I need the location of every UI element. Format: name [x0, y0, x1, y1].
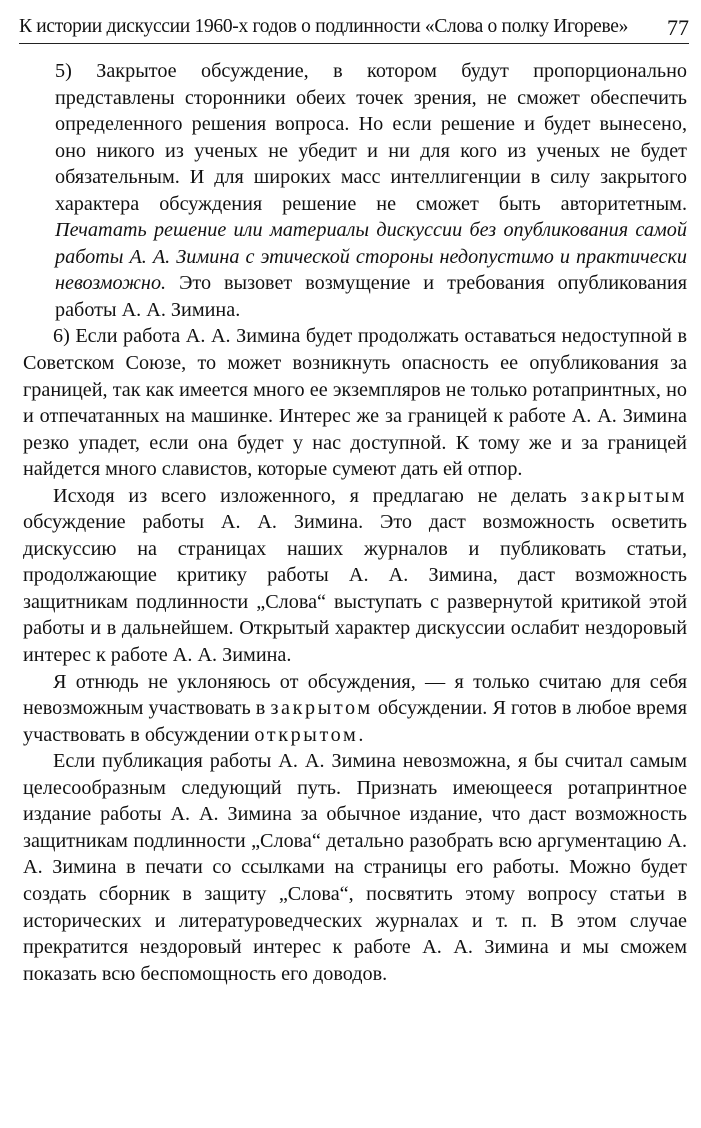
spaced-emphasis: закрытым — [580, 484, 687, 507]
page-number: 77 — [667, 15, 689, 40]
paragraph-position — [23, 669, 687, 749]
paragraph-text: обсуждении. Я готов в любое время участвовать в обсуждении — [23, 697, 688, 746]
italic-emphasis: Печатать решение или материалы дискуссии без опубликования самой работы А. А. Зимина с этической стороны недопустимо и практически невозможно. — [55, 219, 687, 295]
paragraph-text: Я отнюдь не уклоняюсь от обсуждения, — я только считаю для себя невозможным участвовать в — [23, 670, 687, 720]
page-header — [19, 14, 689, 44]
running-title: К истории дискуссии 1960-х годов о подлинности «Слова о полку Игореве» — [19, 16, 629, 37]
spaced-emphasis: закрытом — [270, 697, 373, 720]
body-text — [23, 58, 687, 987]
paragraph-proposal — [23, 483, 687, 669]
paragraph-text: обсуждение работы А. А. Зимина. Это даст возможность осветить дискуссию на страницах наших журналов и публиковать статьи, продолжающие критику работы А. А. Зимина, даст возможность защитникам подлинности „Слова“ выступать с развернутой критикой этой работы и в дальнейшем. Открытый характер дискуссии ослабит нездоровый интерес к работе А. А. Зимина. — [23, 511, 687, 667]
paragraph-point-6: 6) Если работа А. А. Зимина будет продолжать оставаться недоступной в Советском Союзе, то может возникнуть опасность ее опубликования за границей, так как имеется много ее экземпляров не только ротапринтных, но и отпечатанных на машинке. Интерес же за границей к работе А. А. Зимина резко упадет, если она будет у нас доступной. К тому же и за границей найдется много славистов, которые сумеют дать ей отпор. — [23, 325, 687, 481]
paragraph-text: Исходя из всего изложенного, я предлагаю не делать — [53, 484, 567, 507]
paragraph-text: Это вызовет возмущение и требования опубликования работы А. А. Зимина. — [55, 272, 688, 321]
paragraph-text: . — [358, 723, 364, 746]
paragraph-point-5 — [23, 58, 687, 323]
paragraph-text: 5) Закрытое обсуждение, в котором будут пропорционально представлены сторонники обеих точек зрения, не сможет обеспечить определенного решения вопроса. Но если решение и будет вынесено, оно никого из ученых не убедит и ни для кого из ученых не будет обязательным. И для широких масс интеллигенции в силу закрытого характера обсуждения решение не сможет быть авторитетным. — [55, 60, 687, 215]
spaced-emphasis: открытом — [254, 723, 359, 746]
paragraph-alternative: Если публикация работы А. А. Зимина невозможна, я бы считал самым целесообразным следующий путь. Признать имеющееся ротапринтное издание работы А. А. Зимина за обычное издание, что даст возможность защитникам подлинности „Слова“ детально разобрать всю аргументацию А. А. Зимина в печати со ссылками на страницы его работы. Можно будет создать сборник в защиту „Слова“, посвятить этому вопросу статьи в исторических и литературоведческих журналах и т. п. В этом случае прекратится нездоровый интерес к работе А. А. Зимина и мы сможем показать всю беспомощность его доводов. — [23, 750, 687, 985]
